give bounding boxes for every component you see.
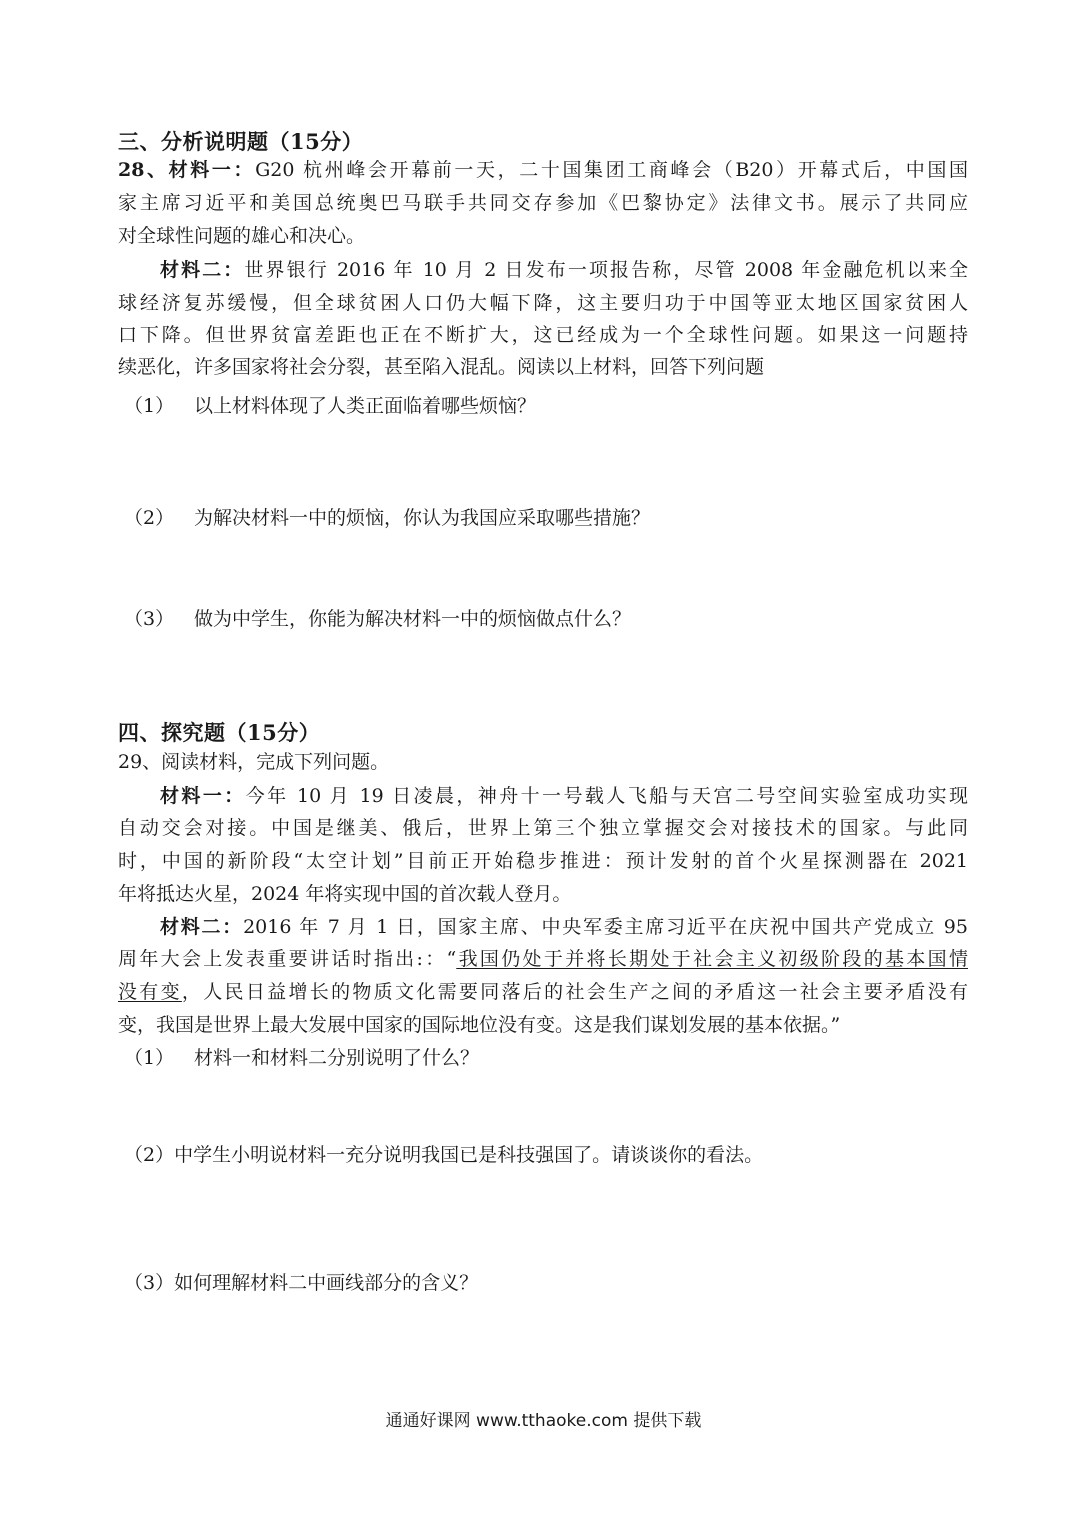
q29-material-1-line-3: 时，中国的新阶段“太空计划”目前正开始稳步推进：预计发射的首个火星探测器在 2021 (118, 850, 968, 872)
q29-sub-3: （3）如何理解材料二中画线部分的含义？ (124, 1272, 479, 1294)
q29-sub-2: （2）中学生小明说材料一充分说明我国已是科技强国了。请谈谈你的看法。 (124, 1144, 764, 1166)
q28-line-3: 对全球性问题的雄心和决心。 (118, 225, 366, 247)
q29-material-2-line-3 (118, 977, 968, 1008)
q29-material-1-text: 今年 10 月 19 日凌晨，神舟十一号载人飞船与天宫二号空间实验室成功实现 (245, 785, 968, 807)
q29-material-2-line-2-prefix: 周年大会上发表重要讲话时指出:：“ (118, 948, 457, 970)
q29-sub-1-number: （1） (124, 1047, 175, 1069)
q29-material-2-line-3-rest: ，人民日益增长的物质文化需要同落后的社会生产之间的矛盾这一社会主要矛盾没有 (181, 981, 968, 1003)
q29-material-1-line-4: 年将抵达火星，2024 年将实现中国的首次载人登月。 (118, 883, 572, 905)
q29-sub-1-text: 材料一和材料二分别说明了什么？ (194, 1047, 480, 1069)
q29-material-2-line-1 (160, 912, 968, 943)
q28-sub-3 (124, 604, 631, 635)
q29-sub-1 (124, 1043, 479, 1074)
q29-material-2-line-2 (118, 944, 968, 975)
q28-sub-2 (124, 503, 650, 534)
q28-sub-1-text: 以上材料体现了人类正面临着哪些烦恼？ (194, 395, 537, 417)
q28-material-1-label: 28、材料一： (118, 159, 256, 181)
q28-material-1-text: G20 杭州峰会开幕前一天，二十国集团工商峰会（B20）开幕式后，中国国 (255, 159, 968, 181)
q28-material-2-text: 世界银行 2016 年 10 月 2 日发布一项报告称，尽管 2008 年金融危机以来全 (244, 259, 968, 281)
q28-material-2-line-3: 口下降。但世界贫富差距也正在不断扩大，这已经成为一个全球性问题。如果这一问题持 (118, 324, 968, 346)
q29-underlined-text-1: 我国仍处于并将长期处于社会主义初级阶段的基本国情 (456, 948, 968, 970)
q29-material-1-line-2: 自动交会对接。中国是继美、俄后，世界上第三个独立掌握交会对接技术的国家。与此同 (118, 817, 968, 839)
q29-underlined-text-2: 没有变 (118, 981, 182, 1003)
section-4-heading: 四、探究题（15分） (118, 720, 321, 745)
q29-material-2-text: 2016 年 7 月 1 日，国家主席、中央军委主席习近平在庆祝中国共产党成立 95 (243, 916, 968, 938)
q28-material-2-line-4: 续恶化，许多国家将社会分裂，甚至陷入混乱。阅读以上材料，回答下列问题 (118, 356, 765, 378)
q28-material-2-line-1 (160, 255, 968, 286)
q29-material-2-line-4: 变，我国是世界上最大发展中国家的国际地位没有变。这是我们谋划发展的基本依据。” (118, 1014, 841, 1036)
q28-sub-3-number: （3） (124, 608, 175, 630)
q29-material-2-label: 材料二： (160, 916, 244, 938)
q28-sub-3-text: 做为中学生，你能为解决材料一中的烦恼做点什么？ (194, 608, 632, 630)
q29-intro: 29、阅读材料，完成下列问题。 (118, 751, 390, 773)
q28-material-2-label: 材料二： (160, 259, 245, 281)
q29-material-1-line-1 (160, 781, 968, 812)
q28-material-2-line-2: 球经济复苏缓慢，但全球贫困人口仍大幅下降，这主要归功于中国等亚太地区国家贫困人 (118, 292, 968, 314)
q28-sub-1 (124, 391, 536, 422)
q28-sub-2-number: （2） (124, 507, 175, 529)
q29-material-1-label: 材料一： (160, 785, 246, 807)
q28-sub-2-text: 为解决材料一中的烦恼，你认为我国应采取哪些措施？ (194, 507, 651, 529)
q28-line-2: 家主席习近平和美国总统奥巴马联手共同交存参加《巴黎协定》法律文书。展示了共同应 (118, 192, 968, 214)
q28-line-1 (118, 155, 968, 186)
q28-sub-1-number: （1） (124, 395, 175, 417)
footer-watermark: 通通好课网 www.tthaoke.com 提供下载 (385, 1411, 702, 1431)
section-3-heading: 三、分析说明题（15分） (118, 129, 364, 154)
